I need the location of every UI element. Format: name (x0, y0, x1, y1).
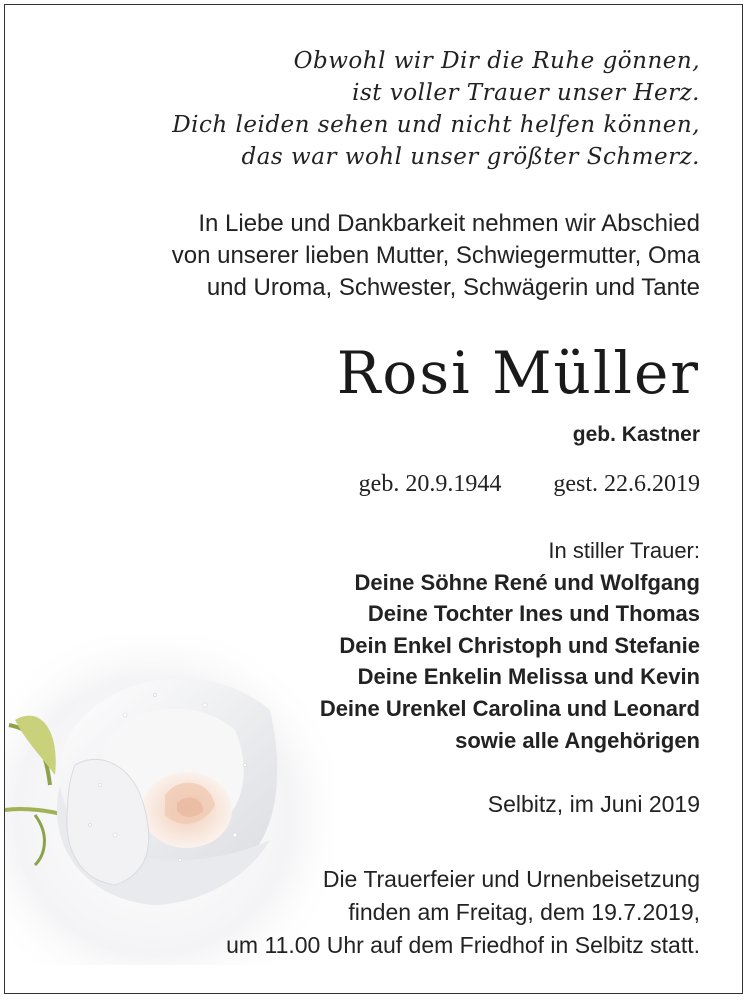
birth-date: geb. 20.9.1944 (358, 471, 502, 497)
mourner-line: Deine Söhne René und Wolfgang (354, 569, 700, 595)
maiden-name: geb. Kastner (572, 423, 700, 446)
life-dates (359, 471, 700, 498)
funeral-line: Die Trauerfeier und Urnenbeisetzung (322, 866, 700, 892)
verse-line: Obwohl wir Dir die Ruhe gönnen, (293, 48, 700, 74)
poem-verse (80, 45, 700, 173)
verse-line: ist voller Trauer unser Herz. (352, 80, 700, 106)
mourner-line: Deine Urenkel Carolina und Leonard (319, 695, 700, 721)
mourner-line: Dein Enkel Christoph und Stefanie (339, 632, 700, 658)
place-and-date: Selbitz, im Juni 2019 (487, 791, 700, 817)
mourners-heading: In stiller Trauer: (548, 538, 700, 563)
death-date: gest. 22.6.2019 (553, 471, 700, 497)
farewell-intro (40, 208, 700, 304)
verse-line: Dich leiden sehen und nicht helfen können, (172, 112, 700, 138)
deceased-name: Rosi Müller (336, 339, 700, 407)
mourners-list (180, 535, 700, 756)
mourner-line: sowie alle Angehörigen (455, 727, 700, 753)
intro-line: und Uroma, Schwester, Schwägerin und Tante (206, 274, 700, 301)
funeral-notice (220, 863, 700, 962)
mourner-line: Deine Enkelin Melissa und Kevin (357, 664, 700, 690)
obituary-frame (4, 4, 743, 994)
verse-line: das war wohl unser größter Schmerz. (241, 144, 700, 170)
intro-line: In Liebe und Dankbarkeit nehmen wir Abschied (198, 210, 700, 237)
funeral-line: um 11.00 Uhr auf dem Friedhof in Selbitz statt. (226, 932, 700, 958)
funeral-line: finden am Freitag, dem 19.7.2019, (348, 899, 700, 925)
mourner-line: Deine Tochter Ines und Thomas (367, 601, 700, 627)
intro-line: von unserer lieben Mutter, Schwiegermutter, Oma (171, 242, 700, 269)
